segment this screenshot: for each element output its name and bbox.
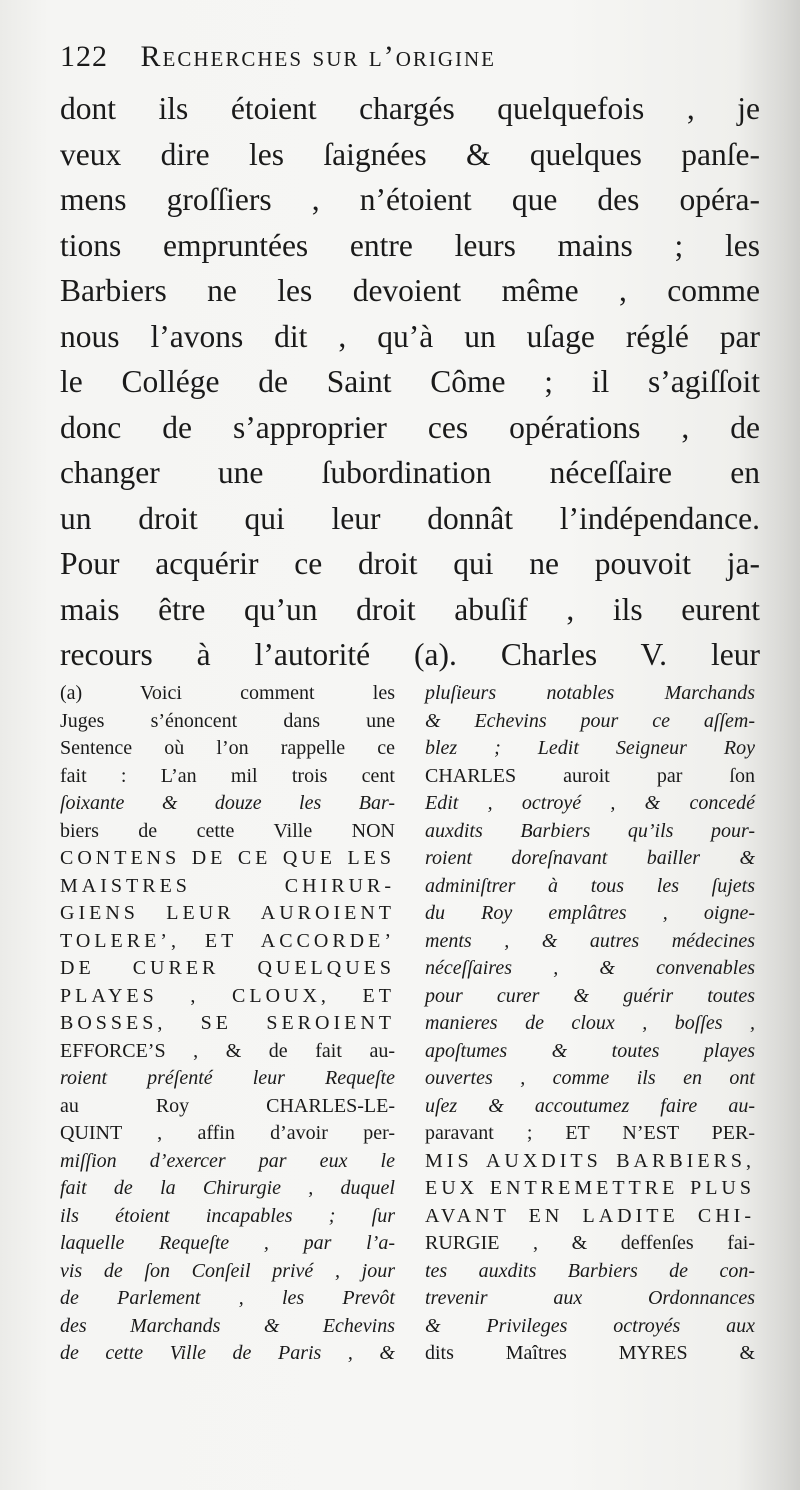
footnote-line: & Privileges octroyés aux [425,1314,755,1337]
footnote-line: roient préſenté leur Requeſte [60,1067,395,1089]
footnote-line: paravant ; ET N’EST PER- [425,1122,755,1144]
footnote-line: BOSSES, SE SEROIENT [60,1012,395,1034]
text-line: recours à l’autorité (a). Charles V. leur [60,637,760,672]
footnote-line: ſoixante & douze les Bar- [60,792,395,814]
footnote-line: de Parlement , les Prevôt [60,1287,395,1309]
footnote-line: tes auxdits Barbiers de con- [425,1259,755,1282]
footnote-line: des Marchands & Echevins [60,1314,395,1337]
footnote-line: CHARLES auroit par ſon [425,764,755,787]
footnote-line: CONTENS DE CE QUE LES [60,847,395,869]
footnote-line: uſez & accoutumez faire au- [425,1094,755,1117]
footnote-line: de cette Ville de Paris , & [60,1342,395,1364]
footnote-column-right [425,680,755,1368]
footnote-line: trevenir aux Ordonnances [425,1287,755,1309]
running-head [60,40,760,86]
footnote-line: vis de ſon Conſeil privé , jour [60,1259,395,1282]
footnote-column-left [60,680,395,1368]
footnote-line: laquelle Requeſte , par l’a- [60,1232,395,1254]
footnote-line: AVANT EN LADITE CHI- [425,1204,755,1227]
footnote-line: roient doreſnavant bailler & [425,847,755,869]
footnote-line: PLAYES , CLOUX, ET [60,984,395,1007]
footnote-line: pluſieurs notables Marchands [425,682,755,704]
text-line: Pour acquérir ce droit qui ne pouvoit ja- [60,546,760,581]
footnote-line: fait de la Chirurgie , duquel [60,1177,395,1199]
footnote-line: dits Maîtres MYRES & [425,1342,755,1364]
footnote-line: EUX ENTREMETTRE PLUS [425,1177,755,1199]
footnote-line: RURGIE , & deffenſes fai- [425,1232,755,1254]
footnote-line: apoſtumes & toutes playes [425,1039,755,1062]
main-text-block [60,86,760,678]
text-line: mais être qu’un droit abuſif , ils eurent [60,591,760,627]
page-number: 122 [60,40,108,73]
footnote-line: pour curer & guérir toutes [425,984,755,1007]
footnote-line: & Echevins pour ce aſſem- [425,709,755,732]
text-line: donc de s’approprier ces opérations , de [60,409,760,445]
footnote-line: auxdits Barbiers qu’ils pour- [425,819,755,842]
footnote-line: MIS AUXDITS BARBIERS, [425,1149,755,1172]
footnote-line: Sentence où l’on rappelle ce [60,737,395,759]
footnote-line: MAISTRES CHIRUR- [60,874,395,897]
footnote-line: (a) Voici comment les [60,682,395,704]
footnote-line: Edit , octroyé , & concedé [425,792,755,814]
footnote-line: au Roy CHARLES-LE- [60,1094,395,1117]
running-title: Recherches sur l’origine [140,40,497,73]
text-line: veux dire les ſaignées & quelques panſe- [60,136,760,172]
text-line: changer une ſubordination néceſſaire en [60,455,760,490]
footnote-line: TOLERE’, ET ACCORDE’ [60,929,395,952]
footnote-line: adminiſtrer à tous les ſujets [425,874,755,897]
footnote-line: fait : L’an mil trois cent [60,764,395,787]
footnote-line: du Roy emplâtres , oigne- [425,902,755,924]
footnote-line: ils étoient incapables ; ſur [60,1204,395,1227]
text-line: Barbiers ne les devoient même , comme [60,273,760,308]
footnote-line: néceſſaires , & convenables [425,957,755,979]
footnote-line: GIENS LEUR AUROIENT [60,902,395,924]
footnote-line: blez ; Ledit Seigneur Roy [425,737,755,759]
text-line: le Collége de Saint Côme ; il s’agiſſoit [60,364,760,399]
footnote-line: biers de cette Ville NON [60,819,395,842]
text-line: mens groſſiers , n’étoient que des opéra- [60,182,760,217]
footnote-line: miſſion d’exercer par eux le [60,1149,395,1172]
footnote-line: EFFORCE’S , & de fait au- [60,1039,395,1062]
footnote-line: ments , & autres médecines [425,929,755,952]
footnote-line: manieres de cloux , boſſes , [425,1012,755,1034]
footnote-line: ouvertes , comme ils en ont [425,1067,755,1089]
text-line: un droit qui leur donnât l’indépendance. [60,500,760,536]
footnote-line: DE CURER QUELQUES [60,957,395,979]
footnote-line: QUINT , affin d’avoir per- [60,1122,395,1144]
footnote-line: Juges s’énoncent dans une [60,709,395,732]
text-line: dont ils étoient chargés quelquefois , je [60,91,760,126]
text-line: tions empruntées entre leurs mains ; les [60,227,760,263]
text-line: nous l’avons dit , qu’à un uſage réglé par [60,318,760,354]
